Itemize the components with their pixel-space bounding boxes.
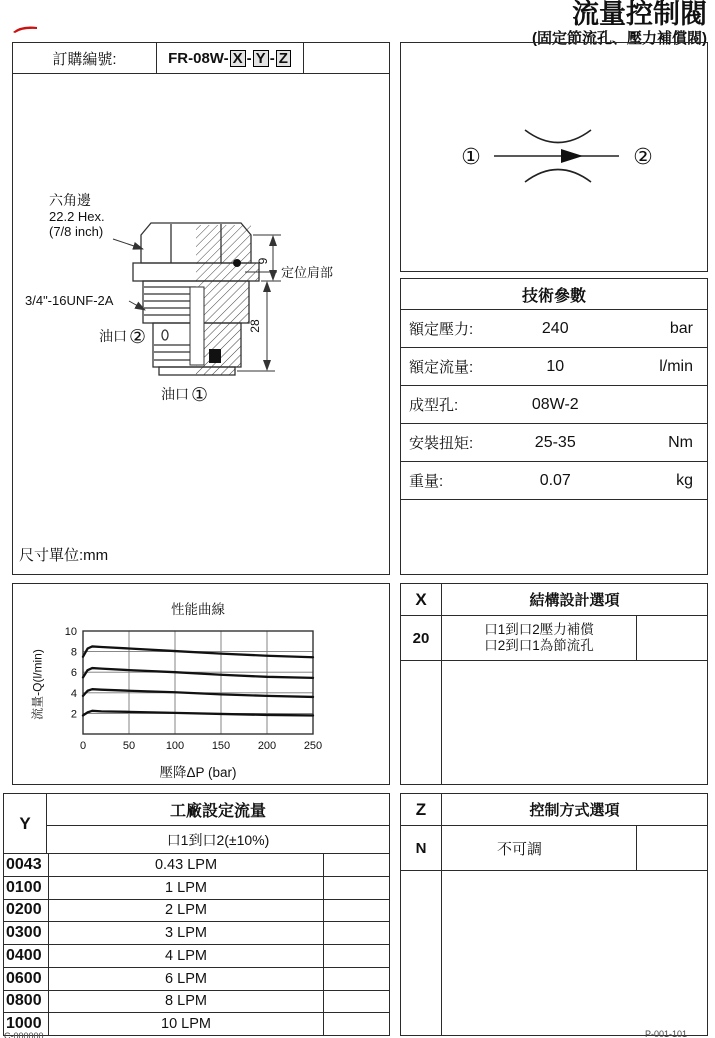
x-options-filler-column <box>401 661 442 784</box>
z-options-letter: Z <box>401 794 442 825</box>
page-title: 流量控制閥 <box>572 0 707 29</box>
y-option-value: 8 LPM <box>165 993 207 1010</box>
param-label: 成型孔: <box>409 397 459 414</box>
port2-label: 油口 <box>99 328 127 344</box>
y-option-row <box>4 968 389 991</box>
order-row-spacer <box>304 43 389 73</box>
y-option-code: 0600 <box>4 968 49 990</box>
param-unit: l/min <box>659 357 693 375</box>
param-value: 10 <box>546 357 565 375</box>
param-value: 240 <box>541 319 569 337</box>
performance-chart-panel <box>12 583 390 785</box>
y-option-row <box>4 877 389 900</box>
unit-note: 尺寸單位:mm <box>19 547 109 564</box>
z-options-panel <box>400 793 708 1036</box>
param-unit: Nm <box>668 433 693 451</box>
param-value: 25-35 <box>534 433 576 451</box>
tech-param-row <box>401 386 707 424</box>
order-sep-2: - <box>269 49 275 67</box>
flow-arrow <box>561 149 583 163</box>
x-options-letter: X <box>401 584 442 615</box>
y-option-tail-cell <box>323 991 389 1013</box>
y-option-code: 0800 <box>4 991 49 1013</box>
y-option-value: 1 LPM <box>165 879 207 896</box>
y-option-value: 10 LPM <box>161 1016 211 1033</box>
x-option-tail-cell <box>636 616 707 660</box>
y-option-row <box>4 900 389 923</box>
seal-detail <box>209 349 221 363</box>
y-option-tail-cell <box>323 922 389 944</box>
x-option-desc-line2: 口2到口1為節流孔 <box>484 638 594 653</box>
thread-label: 3/4"-16UNF-2A <box>25 293 114 308</box>
logo-mark <box>12 24 38 34</box>
tech-params-title: 技術參數 <box>401 279 707 310</box>
y-option-tail-cell <box>323 900 389 922</box>
svg-text:0: 0 <box>79 740 87 752</box>
tech-param-row <box>401 424 707 462</box>
y-option-row <box>4 991 389 1014</box>
valve-technical-drawing <box>13 73 391 546</box>
x-option-row <box>401 616 707 661</box>
tech-param-row <box>401 348 707 386</box>
dim-28-text: 28 <box>248 319 262 333</box>
orifice-symbol <box>401 43 706 270</box>
tech-params-panel <box>400 278 708 575</box>
oring-dot <box>233 259 241 267</box>
svg-text:50: 50 <box>122 740 136 752</box>
z-option-tail-cell <box>636 826 707 870</box>
svg-text:8: 8 <box>70 646 77 659</box>
y-option-code: 0100 <box>4 877 49 899</box>
port1-circle-num: ① <box>191 385 209 406</box>
svg-text:4: 4 <box>70 687 77 700</box>
y-option-row <box>4 854 389 877</box>
x-option-code: 20 <box>401 616 442 660</box>
order-part-z: Z <box>276 50 291 67</box>
param-label: 重量: <box>409 473 444 490</box>
chart-xlabel: 壓降ΔP (bar) <box>159 765 237 780</box>
y-option-value: 6 LPM <box>165 970 207 987</box>
x-option-desc-line1: 口1到口2壓力補償 <box>484 622 594 637</box>
svg-text:100: 100 <box>165 740 185 752</box>
hex-label-cn: 六角邊 <box>49 192 91 208</box>
y-option-row <box>4 945 389 968</box>
z-options-filler <box>401 871 707 1035</box>
order-number-code <box>156 43 304 73</box>
y-option-tail-cell <box>323 1013 389 1035</box>
y-option-row <box>4 1013 389 1035</box>
svg-text:10: 10 <box>64 626 77 638</box>
x-options-panel <box>400 583 708 785</box>
y-options-panel <box>3 793 390 1036</box>
y-option-row <box>4 922 389 945</box>
footer-left-code: C-000000 <box>4 1031 44 1038</box>
x-option-desc <box>442 616 636 660</box>
symbol-panel <box>400 42 708 272</box>
y-option-value: 4 LPM <box>165 947 207 964</box>
page-subtitle: (固定節流孔、壓力補償閥) <box>532 30 707 47</box>
y-option-value: 0.43 LPM <box>154 856 218 873</box>
param-unit: kg <box>676 471 693 489</box>
x-options-header <box>401 584 707 616</box>
order-part-x: X <box>230 50 246 67</box>
y-option-code: 0400 <box>4 945 49 967</box>
order-code-prefix: FR-08W- <box>168 49 229 67</box>
chart-title: 性能曲線 <box>171 602 225 617</box>
y-options-header <box>4 794 389 854</box>
param-value: 08W-2 <box>531 395 579 413</box>
z-options-filler-column <box>401 871 442 1035</box>
param-label: 安裝扭矩: <box>409 435 474 452</box>
dim-9-text: 9 <box>256 257 270 265</box>
tech-param-row <box>401 310 707 348</box>
port1-label: 油口 <box>161 386 189 402</box>
param-label: 額定流量: <box>409 359 474 376</box>
svg-text:200: 200 <box>257 740 277 752</box>
y-option-code: 0300 <box>4 922 49 944</box>
z-option-code: N <box>401 826 442 870</box>
hex-leader-line <box>113 239 143 249</box>
symbol-port2: ② <box>633 144 653 169</box>
param-label: 額定壓力: <box>409 321 474 338</box>
svg-text:250: 250 <box>303 740 323 752</box>
shoulder-label: 定位肩部 <box>281 265 334 280</box>
drawing-panel <box>12 42 390 575</box>
x-options-filler <box>401 661 707 784</box>
hex-label-size: 22.2 Hex. <box>49 209 105 224</box>
y-option-value: 2 LPM <box>165 902 207 919</box>
y-options-letter: Y <box>4 794 47 853</box>
order-sep-1: - <box>246 49 252 67</box>
y-option-tail-cell <box>323 945 389 967</box>
y-option-code: 0200 <box>4 900 49 922</box>
footer-right-code: P-001-101 <box>645 1029 688 1038</box>
chart-ylabel: 流量-Q(l/min) <box>30 649 45 720</box>
port2-circle-num: ② <box>129 327 147 348</box>
hex-label-inch: (7/8 inch) <box>49 224 104 239</box>
z-options-title: 控制方式選項 <box>529 802 620 819</box>
param-unit: bar <box>669 319 693 337</box>
svg-text:2: 2 <box>70 708 77 721</box>
y-option-tail-cell <box>323 854 389 876</box>
y-option-code: 0043 <box>4 854 49 876</box>
y-option-tail-cell <box>323 877 389 899</box>
y-options-title: 工廠設定流量 <box>47 794 389 826</box>
z-option-row <box>401 826 707 871</box>
param-value: 0.07 <box>539 471 571 489</box>
order-number-row <box>13 43 389 74</box>
svg-text:150: 150 <box>211 740 231 752</box>
y-option-value: 3 LPM <box>165 925 207 942</box>
svg-text:6: 6 <box>70 667 77 680</box>
order-number-label: 訂購編號: <box>52 50 117 68</box>
y-option-tail-cell <box>323 968 389 990</box>
z-option-desc: 不可調 <box>497 840 543 858</box>
order-part-y: Y <box>253 50 269 67</box>
symbol-port1: ① <box>461 144 481 169</box>
z-options-header <box>401 794 707 826</box>
x-options-title: 結構設計選項 <box>529 592 620 609</box>
tech-param-row <box>401 462 707 500</box>
y-options-subtitle: 口1到口2(±10%) <box>166 831 270 848</box>
y-option-code: 1000 <box>4 1013 49 1035</box>
